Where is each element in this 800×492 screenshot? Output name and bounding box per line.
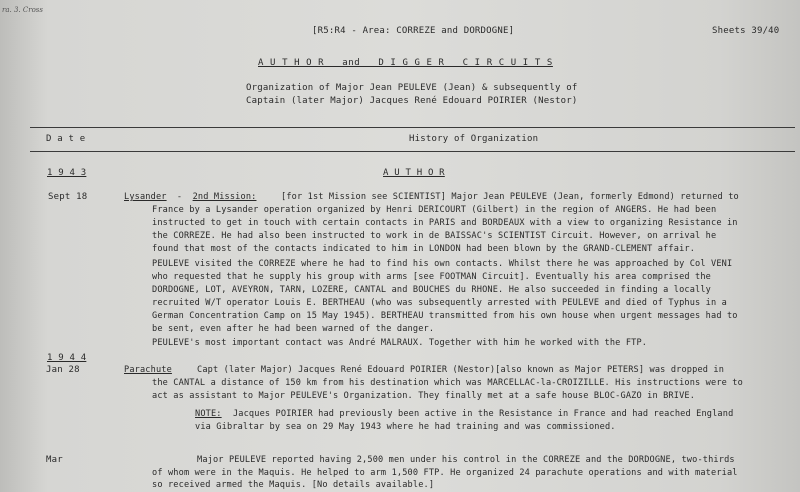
table-top-rule [30,127,795,128]
subtitle-line-2: Captain (later Major) Jacques René Edouard POIRIER (Nestor) [246,96,578,106]
text-line: [for 1st Mission see SCIENTIST] Major Jean PEULEVE (Jean, formerly Edmond) returned to [281,192,739,202]
entry-type-parachute: Parachute [124,365,172,375]
text-line: be sent, even after he had been warned of the danger. [152,324,435,334]
year-1944: 1 9 4 4 [47,353,87,363]
column-header-history: History of Organization [409,134,539,144]
text-line: France by a Lysander operation organized by Henri DERICOURT (Gilbert) in the region of ANGERS. He had been [152,205,717,215]
text-line: DORDOGNE, LOT, AVEYRON, TARN, LOZERE, CANTAL and BOUCHES du RHONE. He also succeeded in finding a locally [152,285,712,295]
text-line: the CANTAL a distance of 150 km from his destination which was MARCELLAC-la-CROIZILLE. His instructions were to [152,378,743,388]
text-line: of whom were in the Maquis. He helped to arm 1,500 FTP. He organized 24 parachute operations and with material [152,468,738,478]
text-line: PEULEVE's most important contact was André MALRAUX. Together with him he worked with the FTP. [152,338,648,348]
entry-label [124,192,256,202]
entry-date: Mar [46,455,63,465]
entry-dash: - [176,192,183,202]
note-line: via Gibraltar by sea on 29 May 1943 where he had training and was commissioned. [195,422,616,432]
text-line: the CORREZE. He had also been instructed to work in de BAISSAC's SCIENTIST Circuit. However, on arrival he [152,231,717,241]
subtitle-line-1: Organization of Major Jean PEULEVE (Jean) & subsequently of [246,83,578,93]
text-line: Capt (later Major) Jacques René Edouard POIRIER (Nestor)[also known as Major PETERS] was dropped in [197,365,725,375]
note-line [195,409,733,419]
year-1943: 1 9 4 3 [47,168,87,178]
entry-type-lysander: Lysander [124,192,167,202]
column-header-date: D a t e [46,134,86,144]
text-line: Major PEULEVE reported having 2,500 men under his control in the CORREZE and the DORDOGNE, two-thirds [197,455,735,465]
text-line: so received armed the Maquis. [No details available.] [152,480,435,490]
text-line: act as assistant to Major PEULEVE's Organization. They finally met at a safe house BLOC-GAZO in BRIVE. [152,391,696,401]
text-line: recruited W/T operator Louis E. BERTHEAU (who was subsequently arrested with PEULEVE and died of Typhus in a [152,298,727,308]
entry-date: Sept 18 [48,192,88,202]
section-heading-author: A U T H O R [383,168,445,178]
sheet-number: Sheets 39/40 [712,26,780,36]
text-line: PEULEVE visited the CORREZE where he had to find his own contacts. Whilst there he was approached by Col VENI [152,259,733,269]
margin-note: ra. 3. Cross [2,6,43,14]
entry-date: Jan 28 [46,365,80,375]
note-text: Jacques POIRIER had previously been active in the Resistance in France and had reached England [232,409,734,419]
document-title: A U T H O R and D I G G E R C I R C U I T S [258,58,553,68]
text-line: German Concentration Camp on 15 May 1945). BERTHEAU transmitted from his own house when urgent messages had to [152,311,738,321]
text-line: instructed to get in touch with certain contacts in PARIS and BORDEAUX with a view to organizing Resistance in [152,218,738,228]
table-header-rule [30,151,795,152]
text-line: found that most of the contacts indicated to him in LONDON had been blown by the GRAND-CLEMENT affair. [152,244,696,254]
note-label: NOTE: [195,409,222,419]
header-reference: [R5:R4 - Area: CORREZE and DORDOGNE] [312,26,515,36]
text-line: who requested that he supply his group with arms [see FOOTMAN Circuit]. Eventually his area comprised the [152,272,712,282]
entry-mission: 2nd Mission: [192,192,257,202]
